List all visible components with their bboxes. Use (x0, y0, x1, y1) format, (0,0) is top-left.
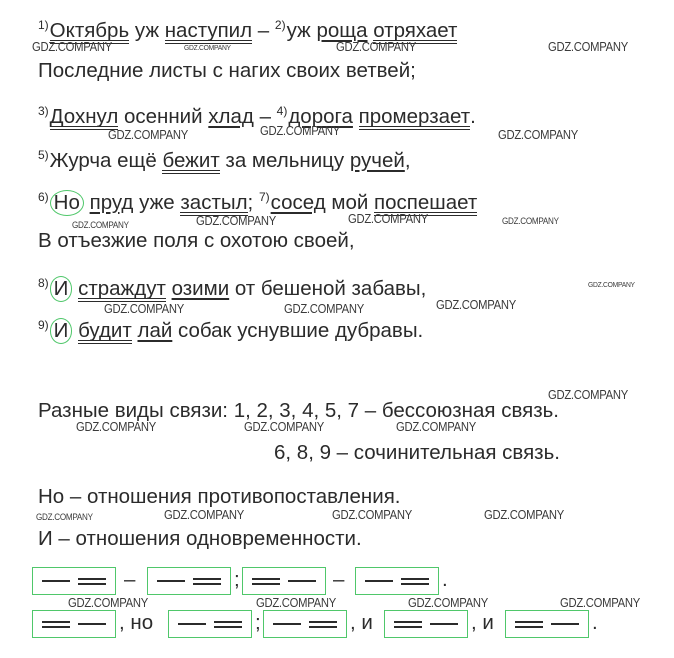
watermark: GDZ.COMPANY (72, 220, 129, 230)
predicate: застыл (180, 191, 248, 214)
text: уж (129, 19, 165, 42)
sentence-number: 8) (38, 276, 49, 290)
text: уже (133, 191, 181, 214)
watermark: GDZ.COMPANY (548, 40, 628, 54)
scheme-dash: – (333, 568, 345, 591)
analysis-i: И – отношения одновременности. (38, 527, 362, 550)
scheme-dash: – (124, 568, 136, 591)
scheme-conjunction-i: , и (350, 611, 373, 634)
watermark: GDZ.COMPANY (184, 43, 231, 52)
predicate-line (78, 578, 106, 585)
scheme-box (505, 610, 589, 638)
text: – (253, 105, 277, 128)
poem-line-8 (38, 312, 423, 344)
subject: лай (137, 319, 173, 342)
subject-line (273, 623, 301, 625)
watermark: GDZ.COMPANY (36, 512, 93, 522)
text: мой (325, 191, 375, 214)
poem-line-6: В отъезжие поля с охотою своей, (38, 229, 355, 252)
text: Журча ещё (49, 149, 163, 172)
text: , (404, 149, 411, 172)
poem-line-2: Последние листы с нагих своих ветвей; (38, 59, 416, 82)
watermark: GDZ.COMPANY (164, 508, 244, 522)
predicate-line (515, 621, 543, 628)
scheme-conjunction-i: , и (471, 611, 494, 634)
watermark: GDZ.COMPANY (108, 128, 188, 142)
poem-line-7 (38, 270, 426, 302)
subject: ручей (349, 149, 405, 172)
conjunction-circled: И (50, 276, 73, 302)
predicate-line (42, 621, 70, 628)
watermark: GDZ.COMPANY (196, 214, 276, 228)
scheme-box (32, 567, 116, 595)
watermark: GDZ.COMPANY (284, 302, 364, 316)
watermark: GDZ.COMPANY (436, 298, 516, 312)
poem-line-3 (38, 98, 476, 130)
text: за мельницу (219, 149, 350, 172)
scheme-box (384, 610, 468, 638)
subject: озими (171, 277, 230, 300)
predicate-line (401, 578, 429, 585)
watermark: GDZ.COMPANY (244, 420, 324, 434)
watermark: GDZ.COMPANY (32, 40, 112, 54)
sentence-number: 2) (274, 18, 286, 32)
predicate-line (193, 578, 221, 585)
scheme-box (168, 610, 252, 638)
text: от бешеной забавы, (229, 277, 427, 300)
watermark: GDZ.COMPANY (256, 596, 336, 610)
scheme-box (355, 567, 439, 595)
text: осенний (118, 105, 209, 128)
watermark: GDZ.COMPANY (68, 596, 148, 610)
conjunction-circled: Но (50, 190, 84, 216)
sentence-number: 5) (38, 148, 49, 162)
predicate: страждут (78, 277, 166, 300)
analysis-kinds: Разные виды связи: 1, 2, 3, 4, 5, 7 – бессоюзная связь. (38, 399, 559, 422)
watermark: GDZ.COMPANY (332, 508, 412, 522)
subject: сосед (270, 191, 326, 214)
subject-line (78, 623, 106, 625)
sentence-number: 4) (276, 104, 288, 118)
sentence-number: 3) (38, 104, 49, 118)
scheme-box (263, 610, 347, 638)
subject-line (551, 623, 579, 625)
subject-line (157, 580, 185, 582)
watermark: GDZ.COMPANY (588, 280, 635, 289)
subject-line (42, 580, 70, 582)
predicate-line (214, 621, 242, 628)
predicate: промерзает (358, 105, 471, 128)
scheme-semicolon: ; (255, 611, 261, 634)
subject: хлад (208, 105, 254, 128)
watermark: GDZ.COMPANY (548, 388, 628, 402)
scheme-conjunction-no: , но (119, 611, 154, 634)
sentence-number: 6) (38, 190, 49, 204)
watermark: GDZ.COMPANY (502, 216, 559, 226)
watermark: GDZ.COMPANY (336, 40, 416, 54)
predicate-line (252, 578, 280, 585)
subject: дорога (288, 105, 353, 128)
scheme-period: . (442, 568, 448, 591)
scheme-period: . (592, 611, 598, 634)
predicate: отряхает (373, 19, 458, 42)
poem-line-4 (38, 142, 411, 174)
predicate: бежит (162, 149, 220, 172)
analysis-no: Но – отношения противопоставления. (38, 485, 401, 508)
predicate: поспешает (374, 191, 478, 214)
analysis-coordinating: 6, 8, 9 – сочинительная связь. (274, 441, 560, 464)
subject-line (288, 580, 316, 582)
text: собак уснувшие дубравы. (172, 319, 424, 342)
scheme-semicolon: ; (234, 568, 240, 591)
watermark: GDZ.COMPANY (408, 596, 488, 610)
predicate: наступил (164, 19, 253, 42)
watermark: GDZ.COMPANY (498, 128, 578, 142)
text: уж (286, 19, 317, 42)
scheme-box (242, 567, 326, 595)
subject-line (365, 580, 393, 582)
subject-line (178, 623, 206, 625)
watermark: GDZ.COMPANY (484, 508, 564, 522)
sentence-number: 9) (38, 318, 49, 332)
predicate-line (309, 621, 337, 628)
conjunction-circled: И (50, 318, 73, 344)
watermark: GDZ.COMPANY (76, 420, 156, 434)
subject: роща (316, 19, 368, 42)
predicate-line (394, 621, 422, 628)
subject: Октябрь (49, 19, 130, 42)
watermark: GDZ.COMPANY (104, 302, 184, 316)
subject: пруд (89, 191, 134, 214)
watermark: GDZ.COMPANY (260, 124, 340, 138)
text: – (252, 19, 275, 42)
text: ; (247, 191, 259, 214)
scheme-box (32, 610, 116, 638)
text: . (470, 105, 476, 128)
sentence-number: 1) (38, 18, 49, 32)
watermark: GDZ.COMPANY (348, 212, 428, 226)
subject-line (430, 623, 458, 625)
watermark: GDZ.COMPANY (560, 596, 640, 610)
sentence-number: 7) (258, 190, 270, 204)
predicate: Дохнул (49, 105, 119, 128)
scheme-box (147, 567, 231, 595)
watermark: GDZ.COMPANY (396, 420, 476, 434)
predicate: будит (78, 319, 132, 342)
